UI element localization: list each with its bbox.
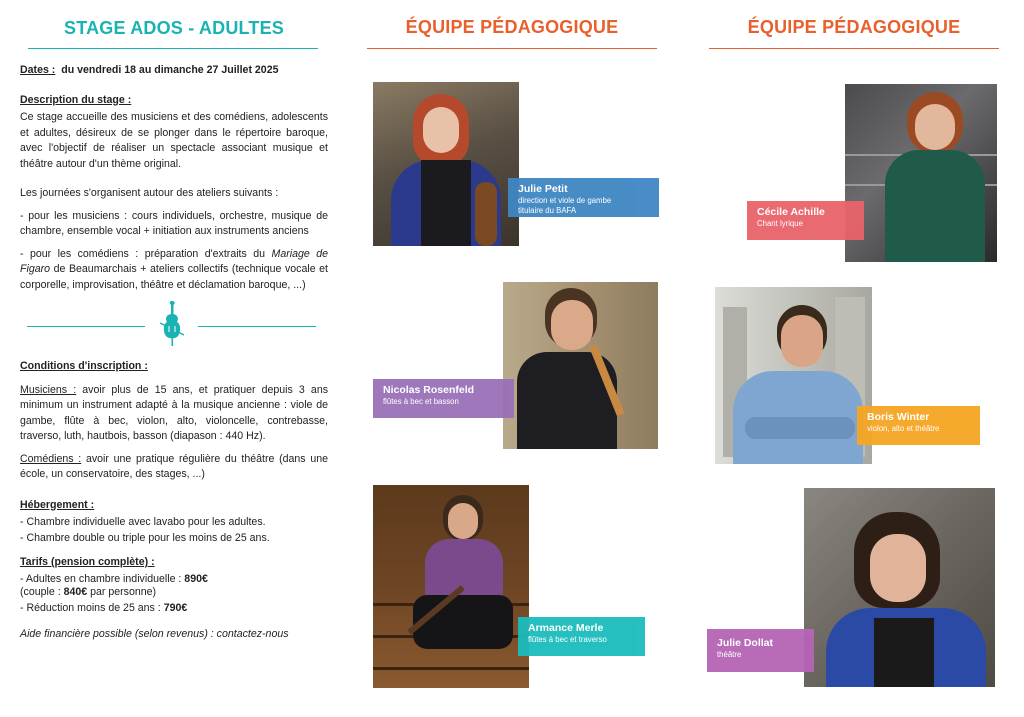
name-julie-dollat: Julie Dollat	[717, 637, 774, 649]
tarif-reduction-label: - Réduction moins de 25 ans :	[20, 601, 164, 614]
name-nicolas-rosenfeld: Nicolas Rosenfeld	[383, 384, 475, 396]
role-julie-dollat: théâtre	[717, 650, 742, 659]
role-boris-winter: violon, alto et théâtre	[867, 424, 940, 433]
photo-julie-dollat	[804, 488, 995, 687]
conditions-musiciens	[20, 383, 328, 445]
dates-value: du vendredi 18 au dimanche 27 Juillet 2025	[61, 64, 279, 76]
label-julie-petit	[508, 178, 659, 217]
role-julie-petit: direction et viole de gambe	[518, 196, 612, 205]
role-cecile-achille: Chant lyrique	[757, 219, 803, 228]
role-nicolas-rosenfeld: flûtes à bec et basson	[383, 397, 459, 406]
tarif-adultes-label: - Adultes en chambre individuelle :	[20, 572, 185, 585]
label-cecile-achille	[747, 201, 864, 240]
name-boris-winter: Boris Winter	[867, 411, 930, 423]
photo-julie-petit	[373, 82, 519, 246]
ateliers-comediens-title: Mariage de Figaro	[20, 247, 329, 275]
ornament-rule-left	[27, 326, 145, 327]
description-text: Ce stage accueille des musiciens et des comédiens, adolescents et adultes, désireux de se plonger dans le répertoire baroque, avec l'objectif de réaliser un spectacle associant musique et théâtre autour d'un thème original.	[20, 111, 328, 170]
conditions-heading: Conditions d'inscription :	[20, 360, 148, 372]
ornament-rule-right	[198, 326, 316, 327]
label-nicolas-rosenfeld	[373, 379, 514, 418]
ornament-divider	[20, 299, 328, 351]
team-title-right: ÉQUIPE PÉDAGOGIQUE	[747, 17, 961, 37]
title-divider	[28, 48, 318, 49]
hebergement-line-2: - Chambre double ou triple pour les moins de 25 ans.	[20, 531, 270, 544]
ateliers-comediens-part1: - pour les comédiens : préparation d'extraits du	[20, 247, 272, 260]
name-julie-petit: Julie Petit	[518, 183, 568, 195]
aide-financiere: Aide financière possible (selon revenus) : contactez-nous	[20, 628, 289, 640]
stage-info-column	[20, 0, 328, 643]
photo-nicolas-rosenfeld	[503, 282, 658, 449]
ateliers-comediens	[20, 247, 328, 294]
ateliers-intro: Les journées s'organisent autour des ateliers suivants :	[20, 187, 279, 199]
name-cecile-achille: Cécile Achille	[757, 206, 825, 218]
team-title-right-divider	[709, 48, 999, 49]
ateliers-musiciens: - pour les musiciens : cours individuels, orchestre, musique de chambre, ensemble vocal + initiation aux instruments anciens	[20, 209, 328, 237]
tarifs-heading: Tarifs (pension complète) :	[20, 556, 155, 568]
tarif-couple-suffix: par personne)	[87, 585, 157, 598]
cello-icon	[157, 301, 187, 349]
team-title-left-divider	[367, 48, 657, 49]
photo-boris-winter	[715, 287, 872, 464]
label-armance-merle	[518, 617, 645, 656]
dates-label: Dates :	[20, 64, 56, 76]
comediens-text: avoir une pratique régulière du théâtre (dans une école, un conservatoire, des stages, ...)	[20, 452, 328, 480]
hebergement-line-1: - Chambre individuelle avec lavabo pour les adultes.	[20, 516, 266, 528]
musiciens-text: avoir plus de 15 ans, et pratiquer depuis 3 ans minimum un instrument adapté à la musique ancienne : viole de gambe, flûte à bec, violon, alto, violoncelle, contrebasse, traverso, luth, hautbois, basson (diapason : 440 Hz).	[20, 383, 329, 442]
musiciens-label: Musiciens :	[20, 383, 77, 396]
tarif-reduction	[20, 601, 328, 617]
tarif-couple-price: 840€	[63, 585, 88, 598]
dates-line	[20, 63, 328, 79]
label-boris-winter	[857, 406, 980, 445]
label-julie-dollat	[707, 629, 814, 672]
role2-julie-petit: titulaire du BAFA	[518, 206, 577, 215]
team-title-left: ÉQUIPE PÉDAGOGIQUE	[405, 17, 619, 37]
description-heading: Description du stage :	[20, 93, 132, 106]
name-armance-merle: Armance Merle	[528, 622, 604, 634]
photo-cecile-achille	[845, 84, 997, 262]
stage-title: STAGE ADOS - ADULTES	[64, 18, 284, 38]
role-armance-merle: flûtes à bec et traverso	[528, 635, 607, 644]
hebergement-heading: Hébergement :	[20, 498, 95, 511]
tarif-reduction-price: 790€	[163, 601, 188, 614]
ateliers-comediens-part2: de Beaumarchais + ateliers collectifs (technique vocale et corporelle, improvisation, théâtre et déclamation baroque, ...)	[20, 263, 328, 291]
tarif-adultes	[20, 573, 328, 599]
tarif-adultes-price: 890€	[184, 572, 208, 585]
photo-armance-merle	[373, 485, 529, 688]
comediens-label: Comédiens :	[20, 452, 82, 465]
conditions-comediens	[20, 452, 328, 483]
tarif-couple-label: (couple :	[20, 585, 64, 598]
